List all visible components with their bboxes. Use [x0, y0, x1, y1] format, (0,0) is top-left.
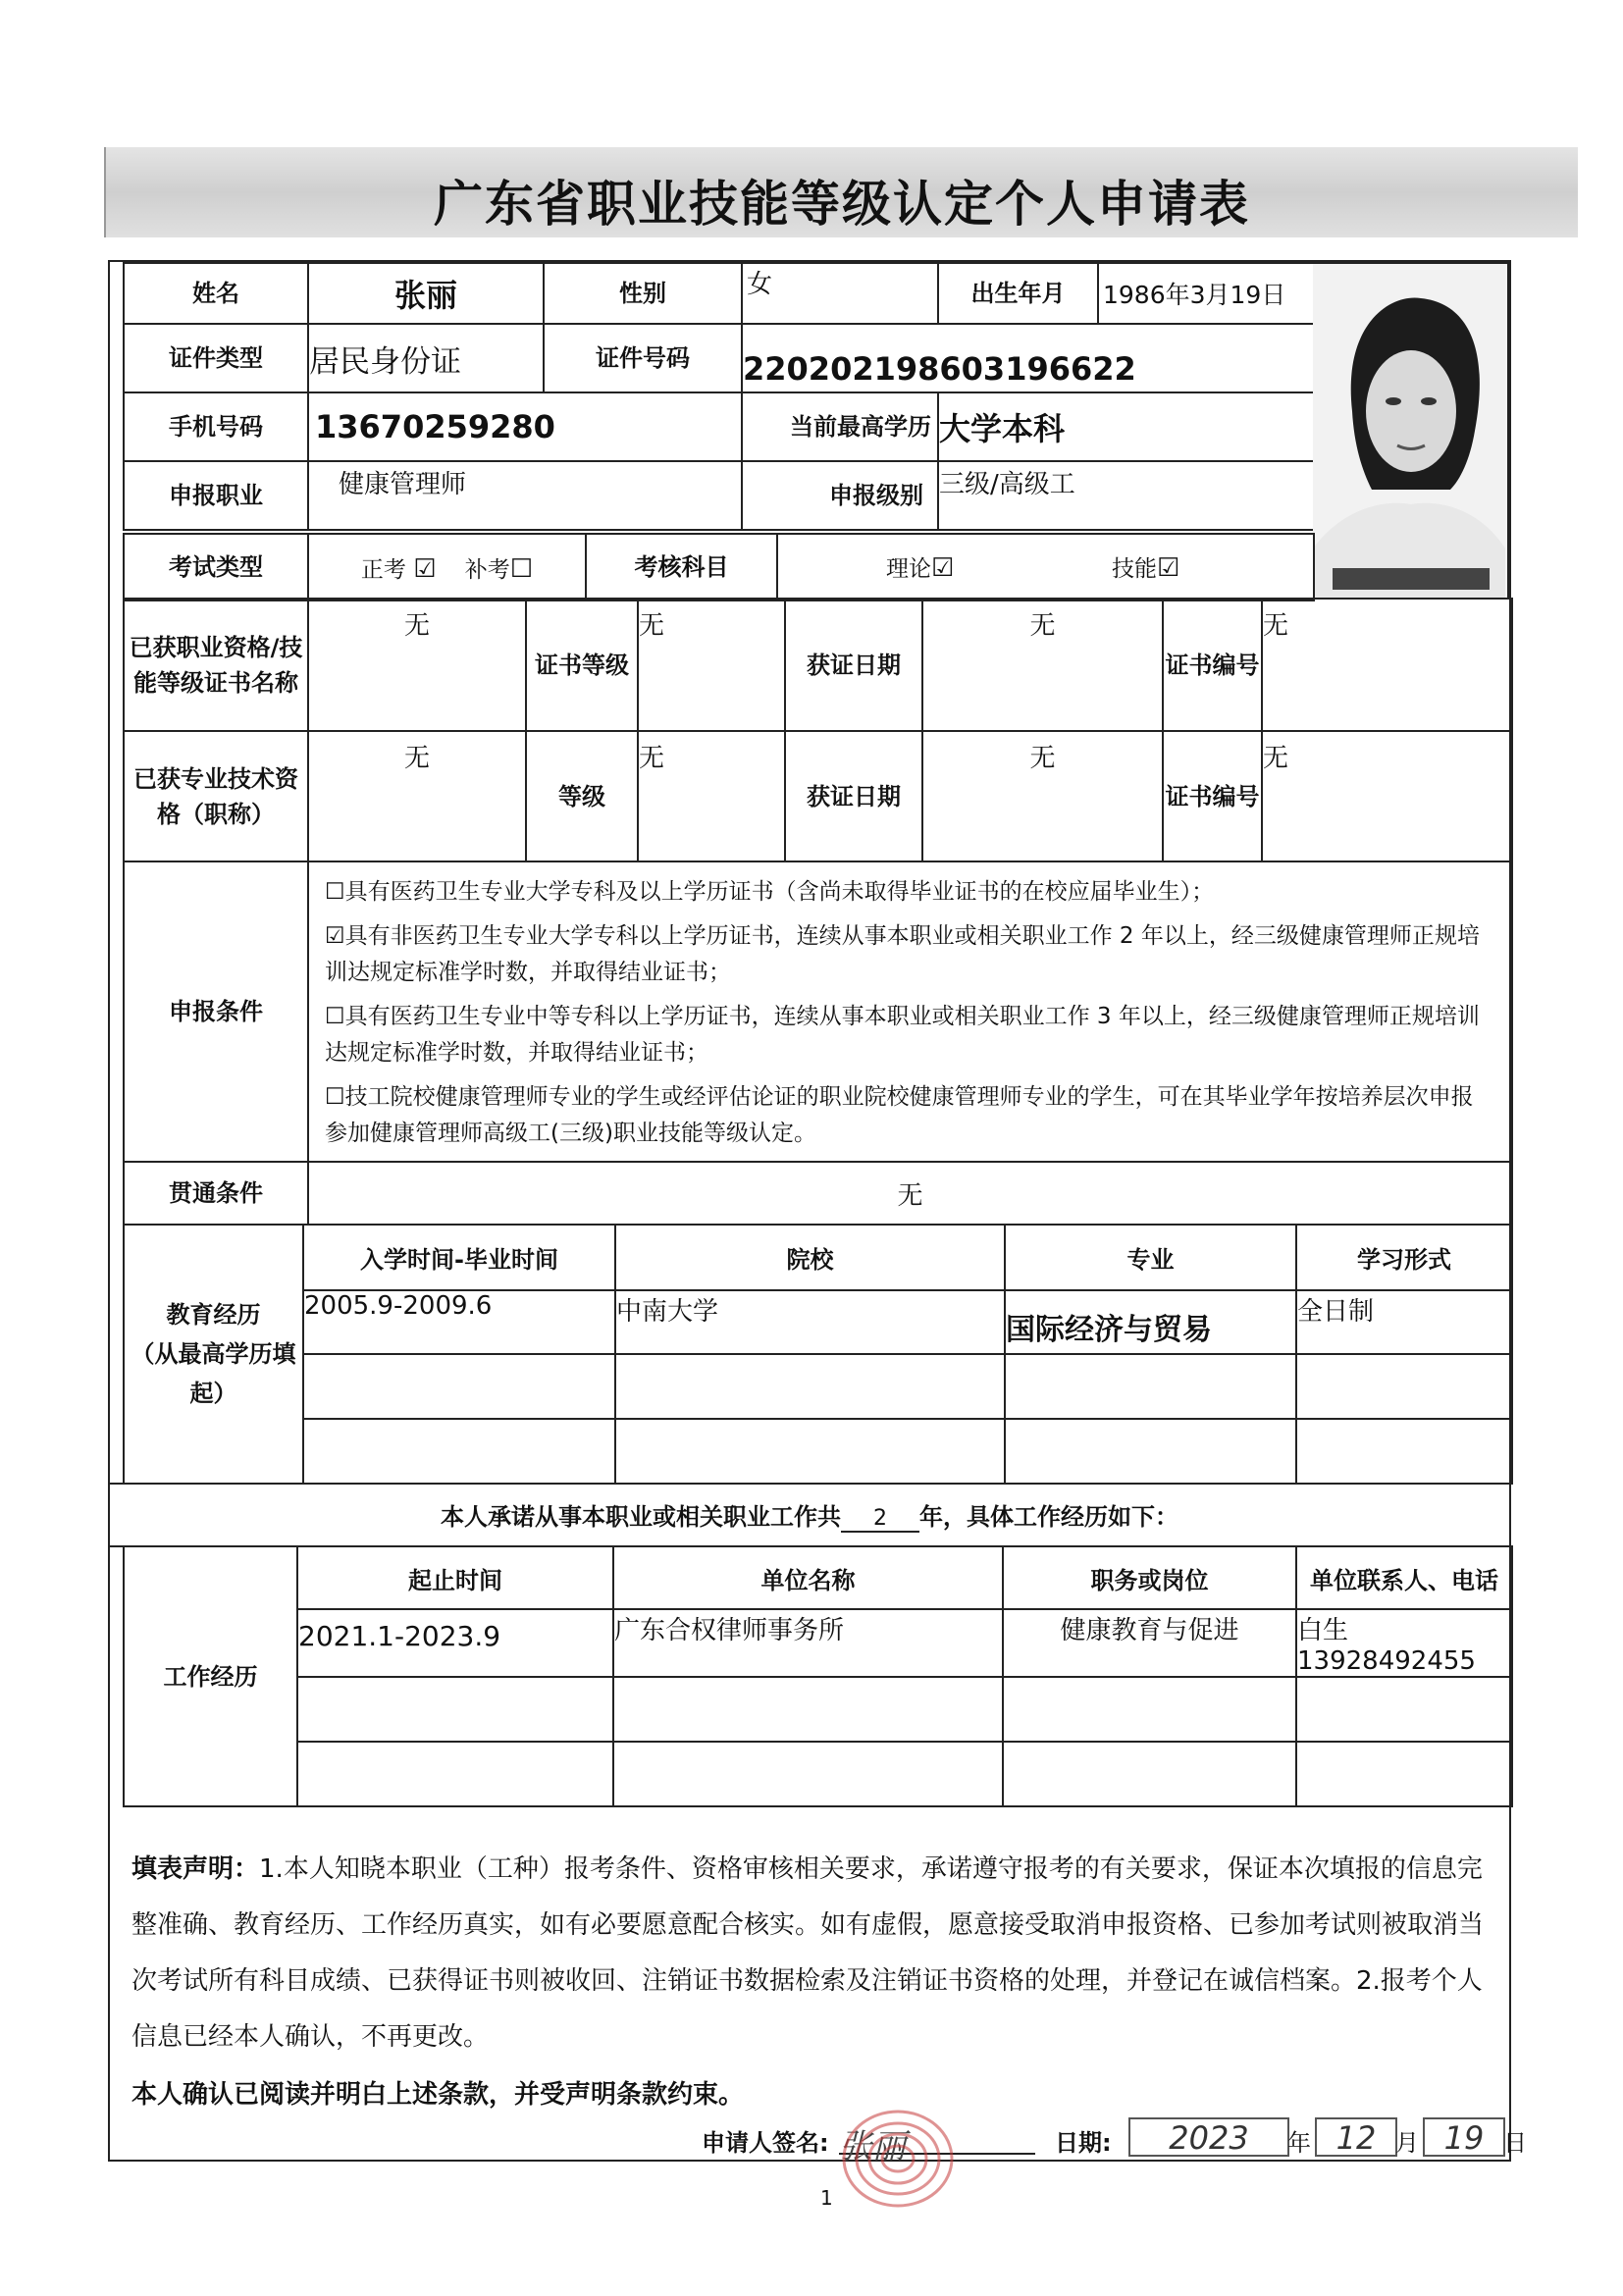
cert-tech-date[interactable]: 无 — [922, 731, 1163, 861]
occupation-label: 申报职业 — [124, 461, 308, 530]
level-value[interactable]: 三级/高级工 — [938, 461, 1314, 530]
id-no-value[interactable]: 220202198603196622 — [742, 324, 1314, 392]
date-day-unit: 日 — [1503, 2129, 1527, 2157]
date-day[interactable]: 19 — [1423, 2117, 1505, 2157]
edu-mode[interactable]: 全日制 — [1296, 1290, 1512, 1354]
signature-label: 申请人签名: — [702, 2129, 829, 2157]
makeup-exam-checkbox[interactable]: ☐ — [509, 553, 534, 584]
declaration-confirm: 本人确认已阅读并明白上述条款，并受声明条款约束。 — [131, 2080, 745, 2110]
date-label: 日期: — [1055, 2129, 1112, 2157]
edu-value[interactable]: 大学本科 — [938, 392, 1314, 461]
education-sublabel: （从最高学历填起） — [131, 1340, 296, 1407]
date-year[interactable]: 2023 — [1128, 2117, 1289, 2157]
exam-type-label: 考试类型 — [124, 534, 308, 600]
work-header-position: 职务或岗位 — [1003, 1546, 1296, 1609]
portrait-image — [1313, 264, 1505, 598]
condition-checkbox[interactable]: ☐ — [325, 1004, 345, 1029]
through-label: 贯通条件 — [124, 1162, 308, 1225]
edu-period[interactable] — [303, 1419, 615, 1484]
date-year-unit: 年 — [1287, 2129, 1311, 2157]
id-type-label: 证件类型 — [124, 324, 308, 392]
edu-mode[interactable] — [1296, 1354, 1512, 1419]
date-month[interactable]: 12 — [1315, 2117, 1397, 2157]
signature-row — [108, 2119, 1527, 2166]
page-title: 广东省职业技能等级认定个人申请表 — [434, 176, 1250, 233]
gender-label: 性别 — [544, 263, 742, 324]
commitment-line: 本人承诺从事本职业或相关职业工作共 2 年，具体工作经历如下： — [109, 1484, 1510, 1546]
name-value[interactable]: 张丽 — [308, 263, 544, 324]
work-header-period: 起止时间 — [297, 1546, 613, 1609]
basic-info-table — [123, 262, 1315, 531]
cert-tech-level[interactable]: 无 — [638, 731, 785, 861]
tech-no-label: 证书编号 — [1163, 731, 1262, 861]
name-label: 姓名 — [124, 263, 308, 324]
cert-tech-label: 已获专业技术资格（职称） — [124, 731, 308, 861]
declaration-body: 1.本人知晓本职业（工种）报考条件、资格审核相关要求，承诺遵守报考的有关要求，保证本次填报的信息完整准确、教育经历、工作经历真实，如有必要愿意配合核实。如有虚假，愿意接受取消申报资格、已参加考试则被取消当次考试所有科目成绩、已获得证书则被收回、注销证书数据检索及注销证书资格的处理，并登记在诚信档案。2.报考个人信息已经本人确认，不再更改。 — [131, 1854, 1485, 2052]
edu-label: 当前最高学历 — [742, 392, 938, 461]
edu-header-major: 专业 — [1005, 1225, 1296, 1290]
work-company[interactable] — [613, 1677, 1003, 1742]
tech-level-label: 等级 — [526, 731, 638, 861]
work-period[interactable] — [297, 1677, 613, 1742]
cert-vocational-date[interactable]: 无 — [922, 599, 1163, 731]
work-contact[interactable] — [1296, 1742, 1512, 1806]
work-period[interactable] — [297, 1742, 613, 1806]
work-contact[interactable]: 白生13928492455 — [1296, 1609, 1512, 1677]
makeup-exam-label: 补考 — [464, 556, 510, 583]
work-header-contact: 单位联系人、电话 — [1296, 1546, 1512, 1609]
page-number: 1 — [820, 2186, 833, 2210]
edu-mode[interactable] — [1296, 1419, 1512, 1484]
subjects-label: 考核科目 — [586, 534, 777, 600]
theory-checkbox[interactable]: ☑ — [931, 553, 955, 583]
condition-checkbox[interactable]: ☐ — [325, 879, 345, 905]
condition-item: ☑具有非医药卫生专业大学专科以上学历证书，连续从事本职业或相关职业工作 2 年以上，经三级健康管理师正规培训达规定标准学时数，并取得结业证书； — [325, 923, 1480, 985]
skill-checkbox[interactable]: ☑ — [1157, 553, 1180, 583]
cert-no-label: 证书编号 — [1163, 599, 1262, 731]
work-contact[interactable] — [1296, 1677, 1512, 1742]
applicant-photo — [1313, 262, 1509, 600]
birth-value[interactable]: 1986年3月19日 — [1098, 263, 1314, 324]
commitment-table — [108, 1483, 1511, 1547]
education-label: 教育经历 — [166, 1301, 261, 1329]
work-position[interactable]: 健康教育与促进 — [1003, 1609, 1296, 1677]
edu-period[interactable]: 2005.9-2009.6 — [303, 1290, 615, 1354]
tech-date-label: 获证日期 — [785, 731, 922, 861]
declaration-head: 填表声明： — [131, 1854, 260, 1884]
phone-label: 手机号码 — [124, 392, 308, 461]
cert-tech-no[interactable]: 无 — [1262, 731, 1512, 861]
work-header-company: 单位名称 — [613, 1546, 1003, 1609]
id-no-label: 证件号码 — [544, 324, 742, 392]
birth-label: 出生年月 — [938, 263, 1098, 324]
cert-tech-name[interactable]: 无 — [308, 731, 526, 861]
work-table — [123, 1545, 1513, 1807]
phone-value[interactable]: 13670259280 — [308, 392, 742, 461]
edu-header-mode: 学习形式 — [1296, 1225, 1512, 1290]
cert-vocational-label: 已获职业资格/技能等级证书名称 — [124, 599, 308, 731]
condition-checkbox[interactable]: ☐ — [325, 1084, 345, 1110]
occupation-value[interactable]: 健康管理师 — [308, 461, 742, 530]
edu-major[interactable] — [1005, 1354, 1296, 1419]
edu-header-period: 入学时间-毕业时间 — [303, 1225, 615, 1290]
date-month-unit: 月 — [1395, 2129, 1419, 2157]
education-table — [123, 1224, 1513, 1485]
work-period[interactable]: 2021.1-2023.9 — [297, 1609, 613, 1677]
cert-vocational-level[interactable]: 无 — [638, 599, 785, 731]
edu-school[interactable]: 中南大学 — [615, 1290, 1005, 1354]
signature-value[interactable]: 张丽 — [839, 2119, 1035, 2155]
edu-major[interactable]: 国际经济与贸易 — [1005, 1290, 1296, 1354]
commitment-years[interactable]: 2 — [841, 1506, 919, 1533]
skill-label: 技能 — [1112, 556, 1157, 582]
edu-period[interactable] — [303, 1354, 615, 1419]
edu-school[interactable] — [615, 1354, 1005, 1419]
title-band — [104, 147, 1578, 237]
cert-level-label: 证书等级 — [526, 599, 638, 731]
conditions-table — [123, 861, 1513, 1226]
work-label: 工作经历 — [124, 1546, 297, 1806]
conditions-label: 申报条件 — [124, 861, 308, 1162]
edu-major[interactable] — [1005, 1419, 1296, 1484]
edu-school[interactable] — [615, 1419, 1005, 1484]
through-value[interactable]: 无 — [308, 1162, 1512, 1225]
cert-vocational-no[interactable]: 无 — [1262, 599, 1512, 731]
exam-row — [123, 533, 1315, 601]
regular-exam-label: 正考 — [360, 556, 406, 583]
condition-item: ☐具有医药卫生专业大学专科及以上学历证书（含尚未取得毕业证书的在校应届毕业生）； — [325, 879, 1215, 905]
work-company[interactable] — [613, 1742, 1003, 1806]
work-position[interactable] — [1003, 1742, 1296, 1806]
declaration — [108, 1820, 1511, 2162]
regular-exam-checkbox[interactable]: ☑ — [413, 553, 437, 584]
level-label: 申报级别 — [742, 461, 938, 530]
certs-table — [123, 598, 1513, 862]
condition-checkbox[interactable]: ☑ — [325, 923, 345, 949]
work-company[interactable]: 广东合权律师事务所 — [613, 1609, 1003, 1677]
cert-vocational-name[interactable]: 无 — [308, 599, 526, 731]
edu-header-school: 院校 — [615, 1225, 1005, 1290]
theory-label: 理论 — [886, 556, 931, 582]
condition-item: ☐技工院校健康管理师专业的学生或经评估论证的职业院校健康管理师专业的学生，可在其毕业学年按培养层次申报参加健康管理师高级工(三级)职业技能等级认定。 — [325, 1084, 1474, 1146]
fingerprint-stamp — [839, 2100, 996, 2208]
gender-value[interactable]: 女 — [742, 263, 938, 324]
work-position[interactable] — [1003, 1677, 1296, 1742]
id-type-value[interactable]: 居民身份证 — [308, 324, 544, 392]
cert-date-label: 获证日期 — [785, 599, 922, 731]
condition-item: ☐具有医药卫生专业中等专科以上学历证书，连续从事本职业或相关职业工作 3 年以上，经三级健康管理师正规培训达规定标准学时数，并取得结业证书； — [325, 1004, 1480, 1066]
